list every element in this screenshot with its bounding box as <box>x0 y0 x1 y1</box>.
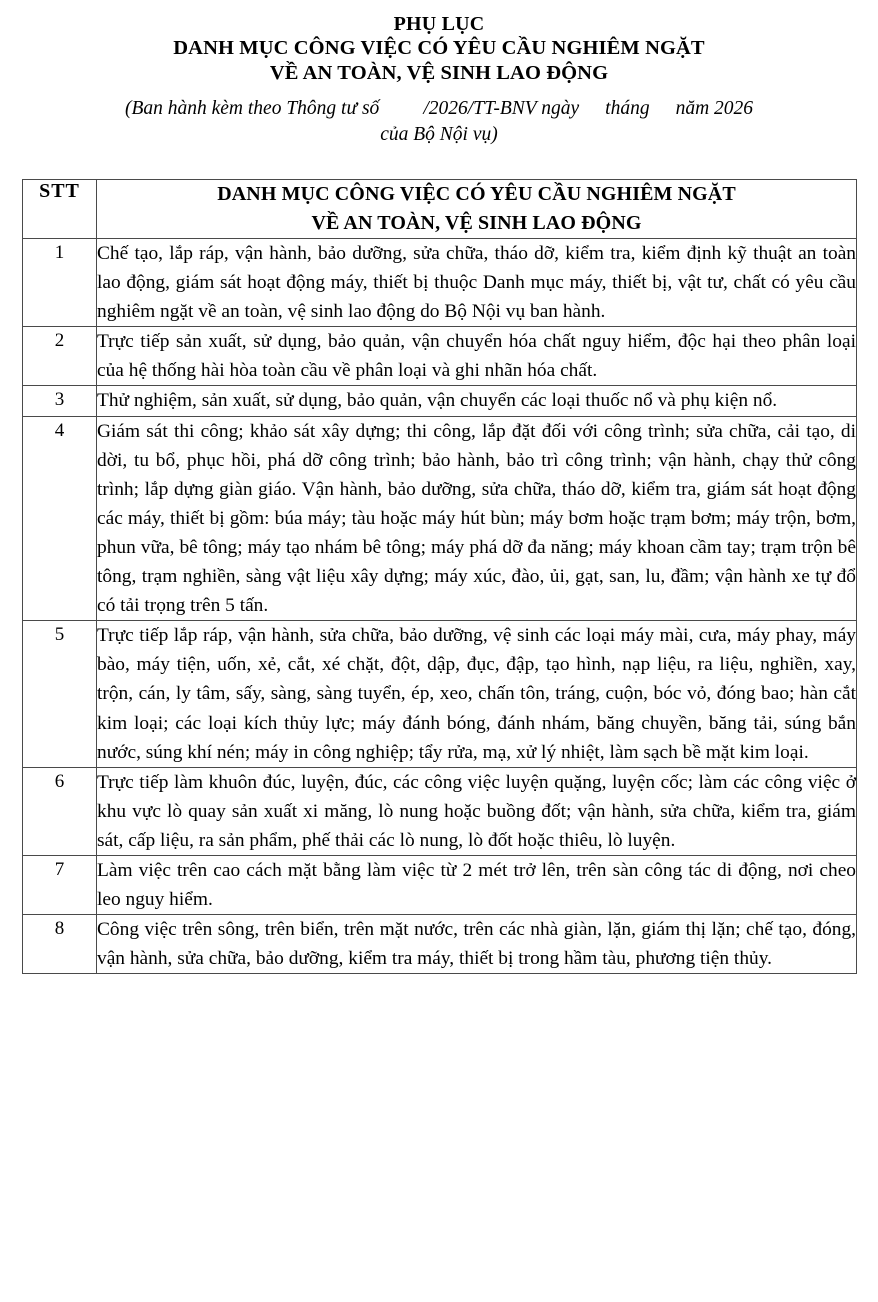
row-content-text: Thử nghiệm, sản xuất, sử dụng, bảo quản, vận chuyển các loại thuốc nổ và phụ kiện nổ. <box>97 390 778 412</box>
table-row <box>23 915 857 974</box>
row-number: 4 <box>23 416 97 621</box>
issuance-number: /2026/TT-BNV ngày <box>423 98 580 119</box>
document-title-line-1: DANH MỤC CÔNG VIỆC CÓ YÊU CẦU NGHIÊM NGẶT <box>173 37 705 59</box>
catalog-table <box>22 179 857 974</box>
table-row <box>23 855 857 914</box>
table-header-row <box>23 180 857 239</box>
issuance-reference-line <box>30 95 848 122</box>
table-header <box>23 180 857 239</box>
table-row <box>23 386 857 416</box>
column-header-catalog-line-2: VỀ AN TOÀN, VỆ SINH LAO ĐỘNG <box>311 212 642 234</box>
row-content-text: Chế tạo, lắp ráp, vận hành, bảo dưỡng, sửa chữa, tháo dỡ, kiểm tra, kiểm định kỹ thuật an toàn lao động, giám sát hoạt động máy, thiết bị thuộc Danh mục máy, thiết bị, vật tư, chất có yêu cầu nghiêm ngặt về an toàn, vệ sinh lao động do Bộ Nội vụ ban hành. <box>97 243 856 323</box>
column-header-catalog <box>97 180 857 239</box>
table-row <box>23 327 857 386</box>
column-header-stt: STT <box>23 180 97 239</box>
row-number: 2 <box>23 327 97 386</box>
issuance-month: tháng <box>605 98 650 119</box>
row-content <box>97 386 857 416</box>
document-title-line-2: VỀ AN TOÀN, VỆ SINH LAO ĐỘNG <box>269 62 609 84</box>
issuance-year: năm 2026 <box>675 98 754 119</box>
row-content <box>97 915 857 974</box>
row-number: 7 <box>23 855 97 914</box>
table-row <box>23 416 857 621</box>
table-row <box>23 621 857 767</box>
row-number: 6 <box>23 767 97 855</box>
row-content-text: Làm việc trên cao cách mặt bằng làm việc từ 2 mét trở lên, trên sàn công tác di động, nơi cheo leo nguy hiểm. <box>97 859 856 911</box>
row-content-text: Giám sát thi công; khảo sát xây dựng; thi công, lắp đặt đối với công trình; sửa chữa, cải tạo, di dời, tu bổ, phục hồi, phá dỡ công trình; bảo hành, bảo trì công trình; vận hành, chạy thử công trình; lắp dựng giàn giáo. Vận hành, bảo dưỡng, sửa chữa, tháo dỡ, kiểm tra, giám sát hoạt động các máy, thiết bị gồm: búa máy; tàu hoặc máy hút bùn; máy bơm hoặc trạm bơm; máy trộn, bơm, phun vữa, bê tông; máy tạo nhám bê tông; máy phá dỡ đa năng; máy khoan cầm tay; trạm trộn bê tông, trạm nghiền, sàng vật liệu xây dựng; máy xúc, đào, ủi, gạt, san, lu, đầm; vận hành xe tự đổ có tải trọng trên 5 tấn. <box>97 420 856 617</box>
row-content <box>97 767 857 855</box>
row-number: 5 <box>23 621 97 767</box>
row-content <box>97 855 857 914</box>
column-header-catalog-line-1: DANH MỤC CÔNG VIỆC CÓ YÊU CẦU NGHIÊM NGẶT <box>217 183 736 205</box>
row-content <box>97 239 857 327</box>
row-number: 8 <box>23 915 97 974</box>
catalog-table-container <box>22 179 856 974</box>
document-header <box>0 0 878 148</box>
row-content-text: Công việc trên sông, trên biển, trên mặt nước, trên các nhà giàn, lặn, giám thị lặn; chế tạo, đóng, vận hành, sửa chữa, bảo dưỡng, kiểm tra máy, thiết bị trong hầm tàu, phương tiện thủy. <box>97 919 856 970</box>
row-number: 1 <box>23 239 97 327</box>
row-content <box>97 621 857 767</box>
table-row <box>23 767 857 855</box>
appendix-label: PHỤ LỤC <box>393 13 485 35</box>
table-body <box>23 239 857 974</box>
row-content <box>97 416 857 621</box>
issuance-prefix: (Ban hành kèm theo Thông tư số <box>124 98 380 119</box>
row-content-text: Trực tiếp làm khuôn đúc, luyện, đúc, các công việc luyện quặng, luyện cốc; làm các công việc ở khu vực lò quay sản xuất xi măng, lò nung hoặc buồng đốt; vận hành, sửa chữa, kiểm tra, giám sát, cấp liệu, ra sản phẩm, phế thải các lò nung, lò đốt hoặc thiêu, lò luyện. <box>97 771 856 851</box>
row-number: 3 <box>23 386 97 416</box>
row-content-text: Trực tiếp lắp ráp, vận hành, sửa chữa, bảo dưỡng, vệ sinh các loại máy mài, cưa, máy phay, máy bào, máy tiện, uốn, xẻ, cắt, xé chặt, đột, dập, đục, đập, tạo hình, nạp liệu, ra liệu, nghiền, xay, trộn, cán, ly tâm, sấy, sàng, sàng tuyển, ép, xeo, chấn tôn, tráng, cuộn, bóc vỏ, đóng bao; hàn cắt kim loại; các loại kích thủy lực; máy đánh bóng, đánh nhám, băng chuyền, băng tải, súng bắn nước, súng khí nén; máy in công nghiệp; tẩy rửa, mạ, xử lý nhiệt, làm sạch bề mặt kim loại. <box>97 625 856 763</box>
issuing-authority: của Bộ Nội vụ) <box>380 124 498 145</box>
row-content <box>97 327 857 386</box>
table-row <box>23 239 857 327</box>
row-content-text: Trực tiếp sản xuất, sử dụng, bảo quản, vận chuyển hóa chất nguy hiểm, độc hại theo phân loại của hệ thống hài hòa toàn cầu về phân loại và ghi nhãn hóa chất. <box>97 331 856 382</box>
